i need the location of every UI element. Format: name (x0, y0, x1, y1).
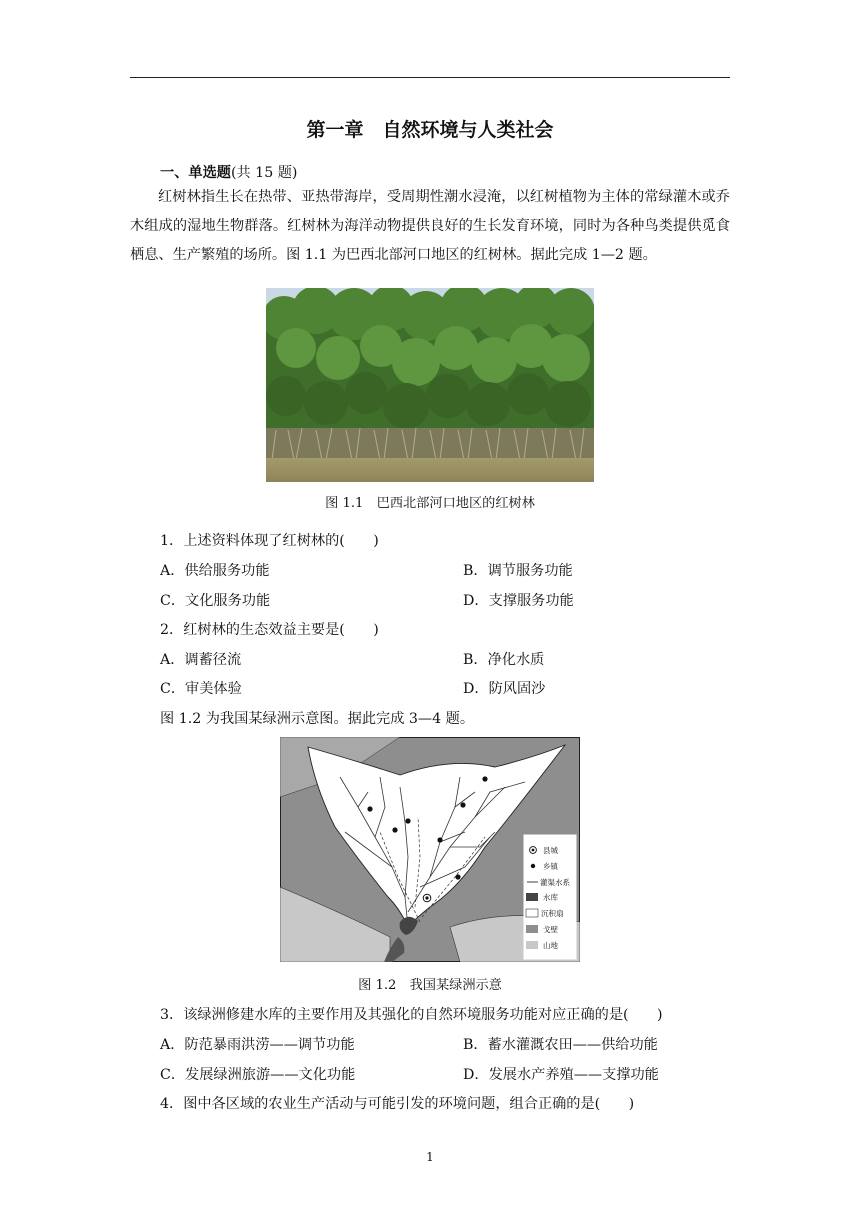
question-1-option-b: B．调节服务功能 (463, 563, 573, 579)
question-2-option-b: B．净化水质 (463, 652, 545, 668)
legend-mountain: 山地 (543, 941, 558, 950)
intro-paragraph-oasis: 图 1.2 为我国某绿洲示意图。据此完成 3—4 题。 (160, 711, 475, 727)
chapter-title: 第一章 自然环境与人类社会 (306, 119, 554, 141)
section-heading-text: 一、单选题 (160, 165, 231, 181)
question-2-option-d: D．防风固沙 (463, 681, 546, 697)
question-3-stem: 3．该绿洲修建水库的主要作用及其强化的自然环境服务功能对应正确的是( ) (160, 1007, 663, 1023)
question-3-option-a: A．防范暴雨洪涝——调节功能 (160, 1037, 355, 1053)
question-1-option-d: D．支撑服务功能 (463, 593, 574, 609)
section-count: (共 15 题) (230, 165, 298, 181)
legend-gobi: 戈壁 (543, 925, 558, 934)
figure-1-1-caption: 图 1.1 巴西北部河口地区的红树林 (325, 496, 535, 511)
legend-county-town: 县城 (543, 846, 558, 855)
question-1-option-c: C．文化服务功能 (160, 593, 271, 609)
legend-township: 乡镇 (543, 862, 558, 871)
question-1-option-a: A．供给服务功能 (160, 563, 270, 579)
figure-1-2-caption: 图 1.2 我国某绿洲示意 (358, 978, 502, 993)
question-2-option-c: C．审美体验 (160, 681, 242, 697)
question-3-option-c: C．发展绿洲旅游——文化功能 (160, 1067, 356, 1083)
question-3-option-b: B．蓄水灌溉农田——供给功能 (463, 1037, 658, 1053)
legend-alluvial-fan: 沉积扇 (541, 909, 564, 918)
question-2-stem: 2．红树林的生态效益主要是( ) (160, 622, 379, 638)
legend-reservoir: 水库 (543, 893, 558, 902)
question-1-stem: 1．上述资料体现了红树林的( ) (160, 533, 379, 549)
question-3-option-d: D．发展水产养殖——支撑功能 (463, 1067, 659, 1083)
question-2-option-a: A．调蓄径流 (160, 652, 242, 668)
page-number: 1 (426, 1150, 434, 1164)
legend-irrigation-canal: 灌渠水系 (540, 878, 570, 887)
section-heading (160, 162, 297, 182)
intro-paragraph-mangrove: 红树林指生长在热带、亚热带海岸，受周期性潮水浸淹，以红树植物为主体的常绿灌木或乔木组成的湿地生物群落。红树林为海洋动物提供良好的生长发育环境，同时为各种鸟类提供觅食栖息、生产繁殖的场所。图 1.1 为巴西北部河口地区的红树林。据此完成 1—2 题。 (130, 189, 730, 263)
mangrove-photo (266, 288, 594, 482)
oasis-map (280, 737, 580, 962)
header-rule (130, 77, 730, 78)
question-4-stem: 4．图中各区域的农业生产活动与可能引发的环境问题，组合正确的是( ) (160, 1096, 635, 1112)
